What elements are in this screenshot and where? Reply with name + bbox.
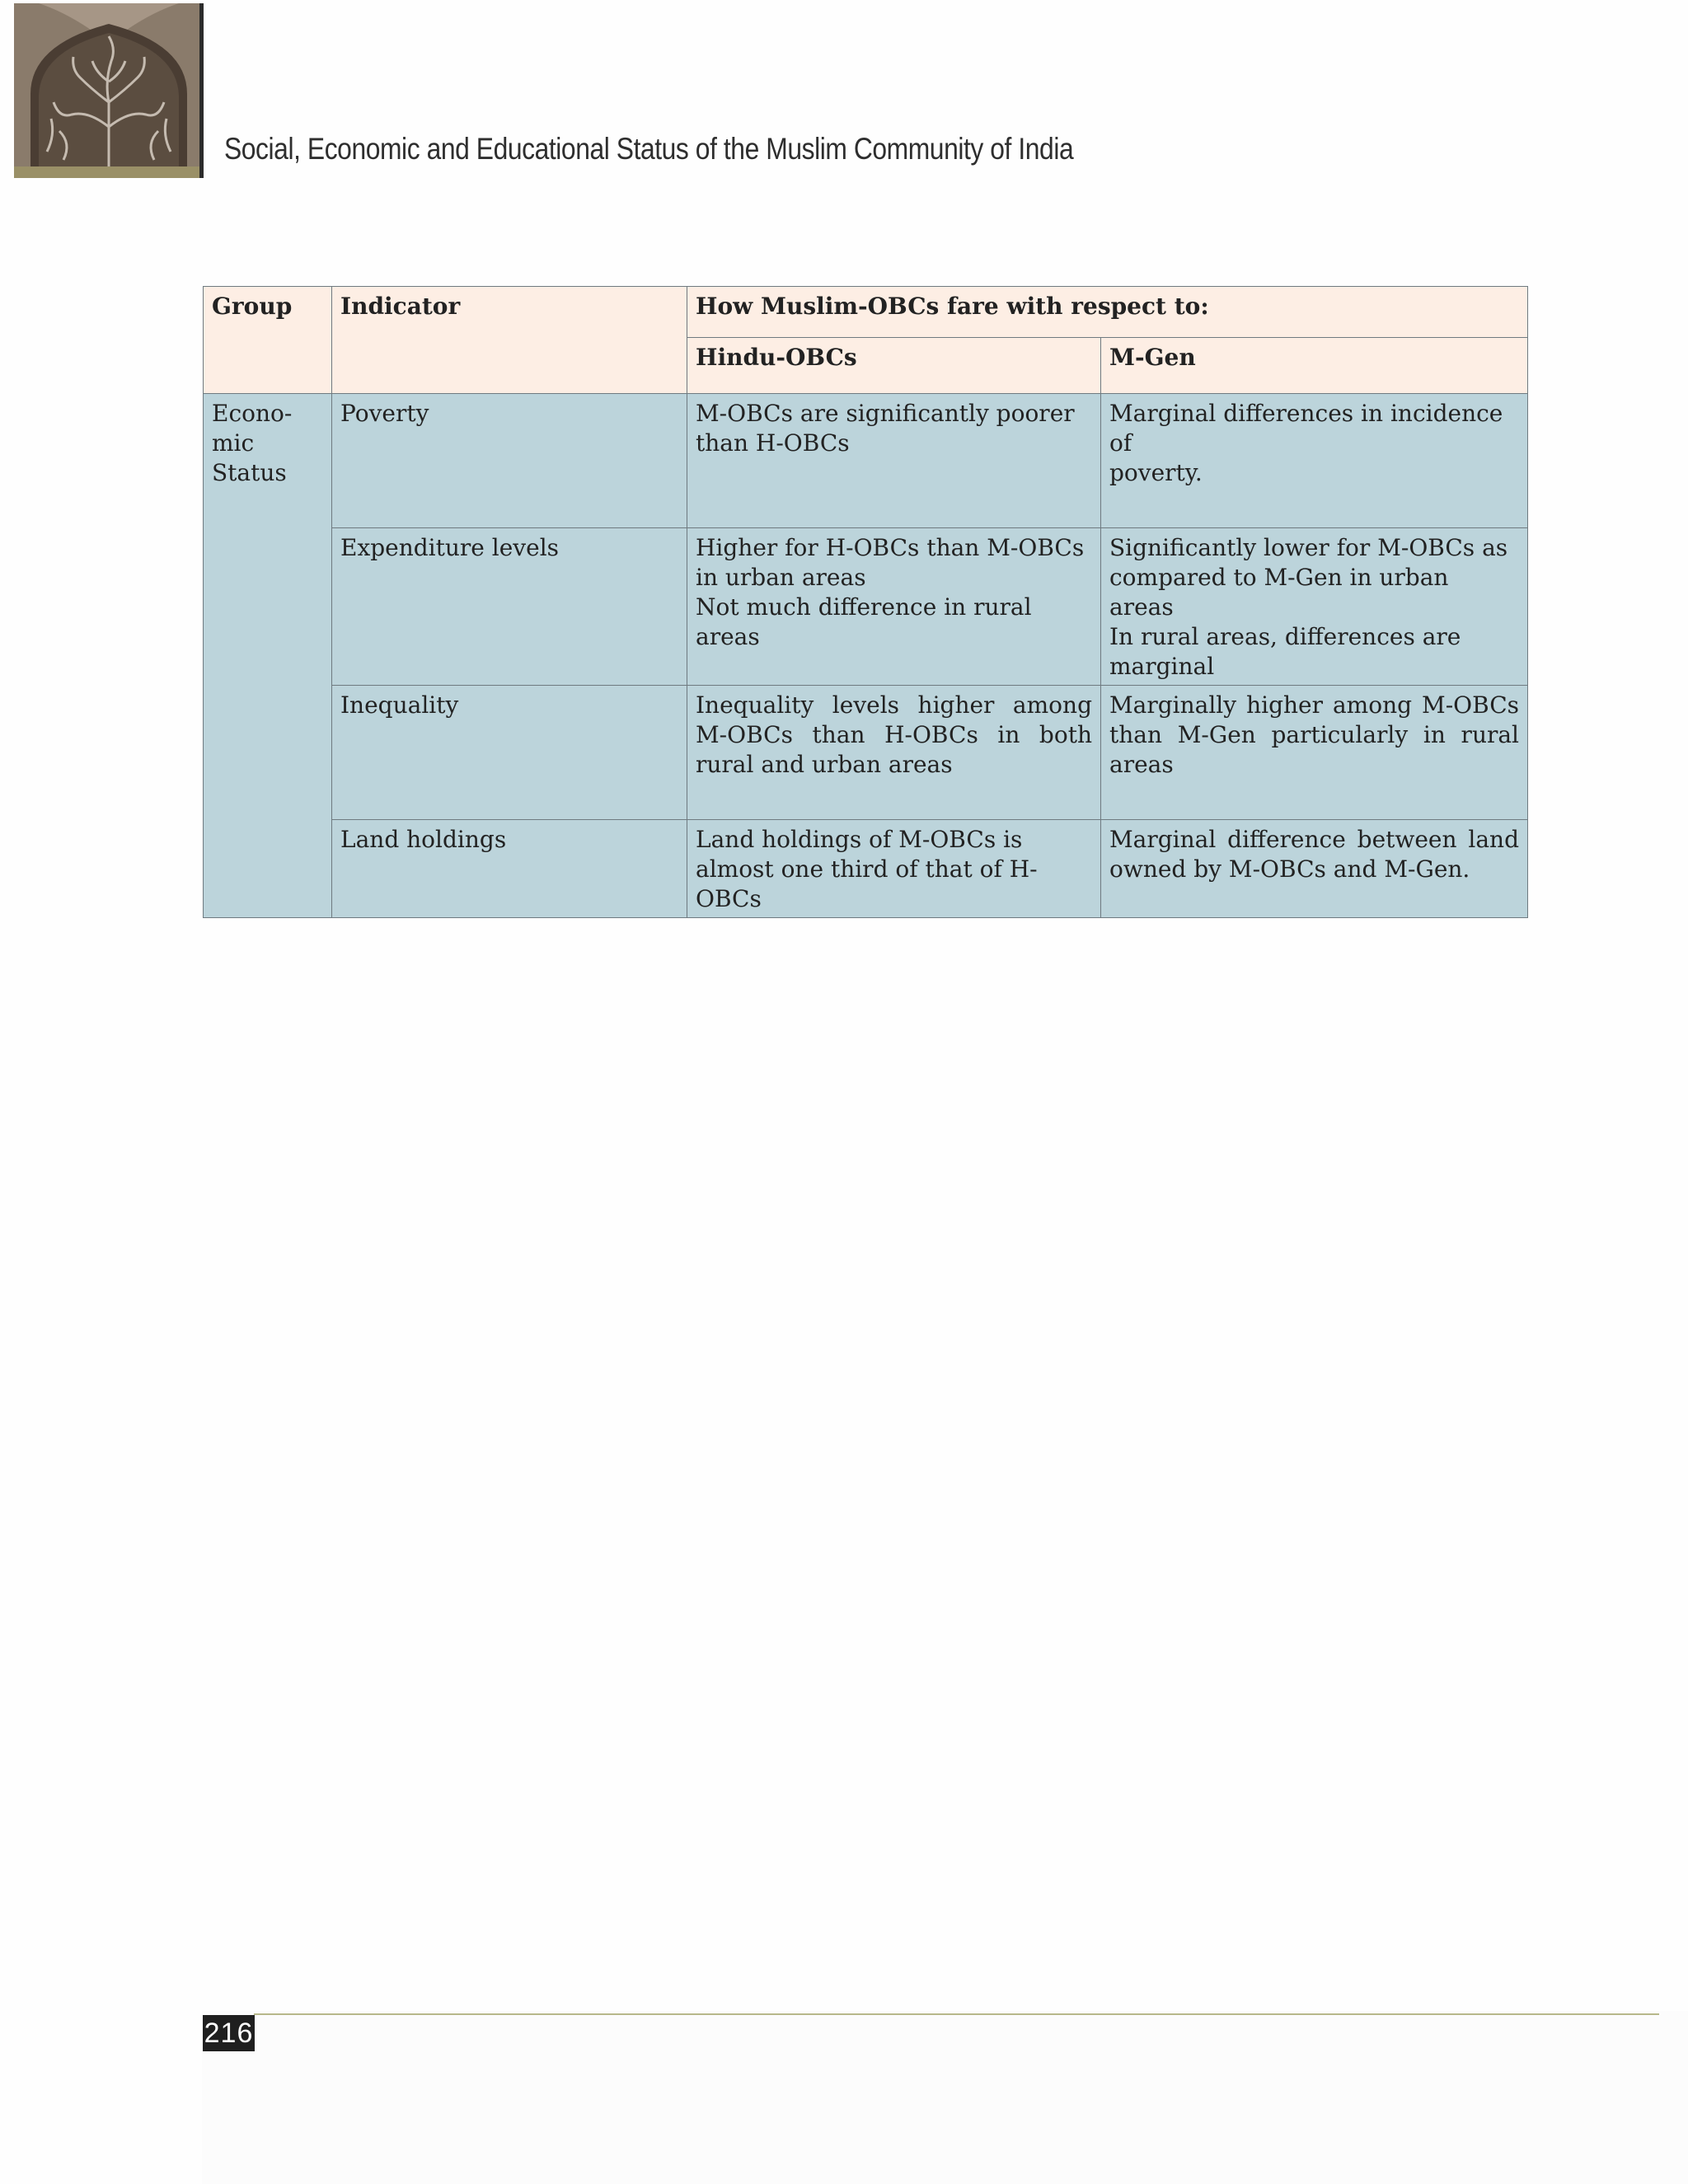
header-lattice-image: [14, 3, 204, 178]
cell-line: compared to M-Gen in urban areas: [1109, 564, 1449, 621]
group-label-line: mic: [212, 429, 255, 457]
group-label-line: Status: [212, 459, 287, 486]
cell-line: than H-OBCs: [696, 429, 850, 457]
stone-lattice-window-icon: [14, 3, 204, 178]
indicator-cell: Inequality: [332, 686, 687, 820]
indicator-cell: Land holdings: [332, 820, 687, 918]
cell-line: Marginal differences in incidence of: [1109, 400, 1503, 457]
hindu-obcs-cell: Land holdings of M-OBCs is almost one third of that of H-OBCs: [687, 820, 1101, 918]
mgen-cell: Marginal difference between land owned by M-OBCs and M-Gen.: [1101, 820, 1528, 918]
table-row: [204, 528, 1528, 686]
hindu-obcs-cell: [687, 394, 1101, 528]
table-row: [204, 820, 1528, 918]
header-indicator: Indicator: [332, 287, 687, 394]
mgen-cell: [1101, 394, 1528, 528]
group-cell-economic-status: [204, 394, 332, 918]
page-number: 216: [203, 2015, 255, 2051]
hindu-obcs-cell: [687, 528, 1101, 686]
indicator-cell: Expenditure levels: [332, 528, 687, 686]
cell-line: marginal: [1109, 653, 1215, 680]
cell-line: Not much difference in rural areas: [696, 593, 1032, 650]
cell-line: M-OBCs are significantly poorer: [696, 400, 1075, 427]
cell-line: poverty.: [1109, 459, 1203, 486]
obc-comparison-table: [203, 286, 1528, 918]
header-hindu-obcs: Hindu-OBCs: [687, 338, 1101, 394]
cell-line: Higher for H-OBCs than M-OBCs: [696, 534, 1085, 561]
page-running-title: Social, Economic and Educational Status of the Muslim Community of India: [224, 132, 1074, 166]
hindu-obcs-cell: Inequality levels higher among M-OBCs than H-OBCs in both rural and urban areas: [687, 686, 1101, 820]
table-header-row: [204, 287, 1528, 338]
header-mgen: M-Gen: [1101, 338, 1528, 394]
table-row: [204, 394, 1528, 528]
mgen-cell: Marginally higher among M-OBCs than M-Gen particularly in rural areas: [1101, 686, 1528, 820]
mgen-cell: [1101, 528, 1528, 686]
header-group: Group: [204, 287, 332, 394]
cell-line: Significantly lower for M-OBCs as: [1109, 534, 1508, 561]
cell-line: In rural areas, differences are: [1109, 623, 1461, 650]
table-row: [204, 686, 1528, 820]
group-label-line: Econo-: [212, 400, 293, 427]
cell-line: in urban areas: [696, 564, 866, 591]
footer-rule: [254, 2013, 1659, 2015]
indicator-cell: Poverty: [332, 394, 687, 528]
page-bottom-strip: [202, 2011, 1688, 2184]
header-comparison: How Muslim-OBCs fare with respect to:: [687, 287, 1528, 338]
